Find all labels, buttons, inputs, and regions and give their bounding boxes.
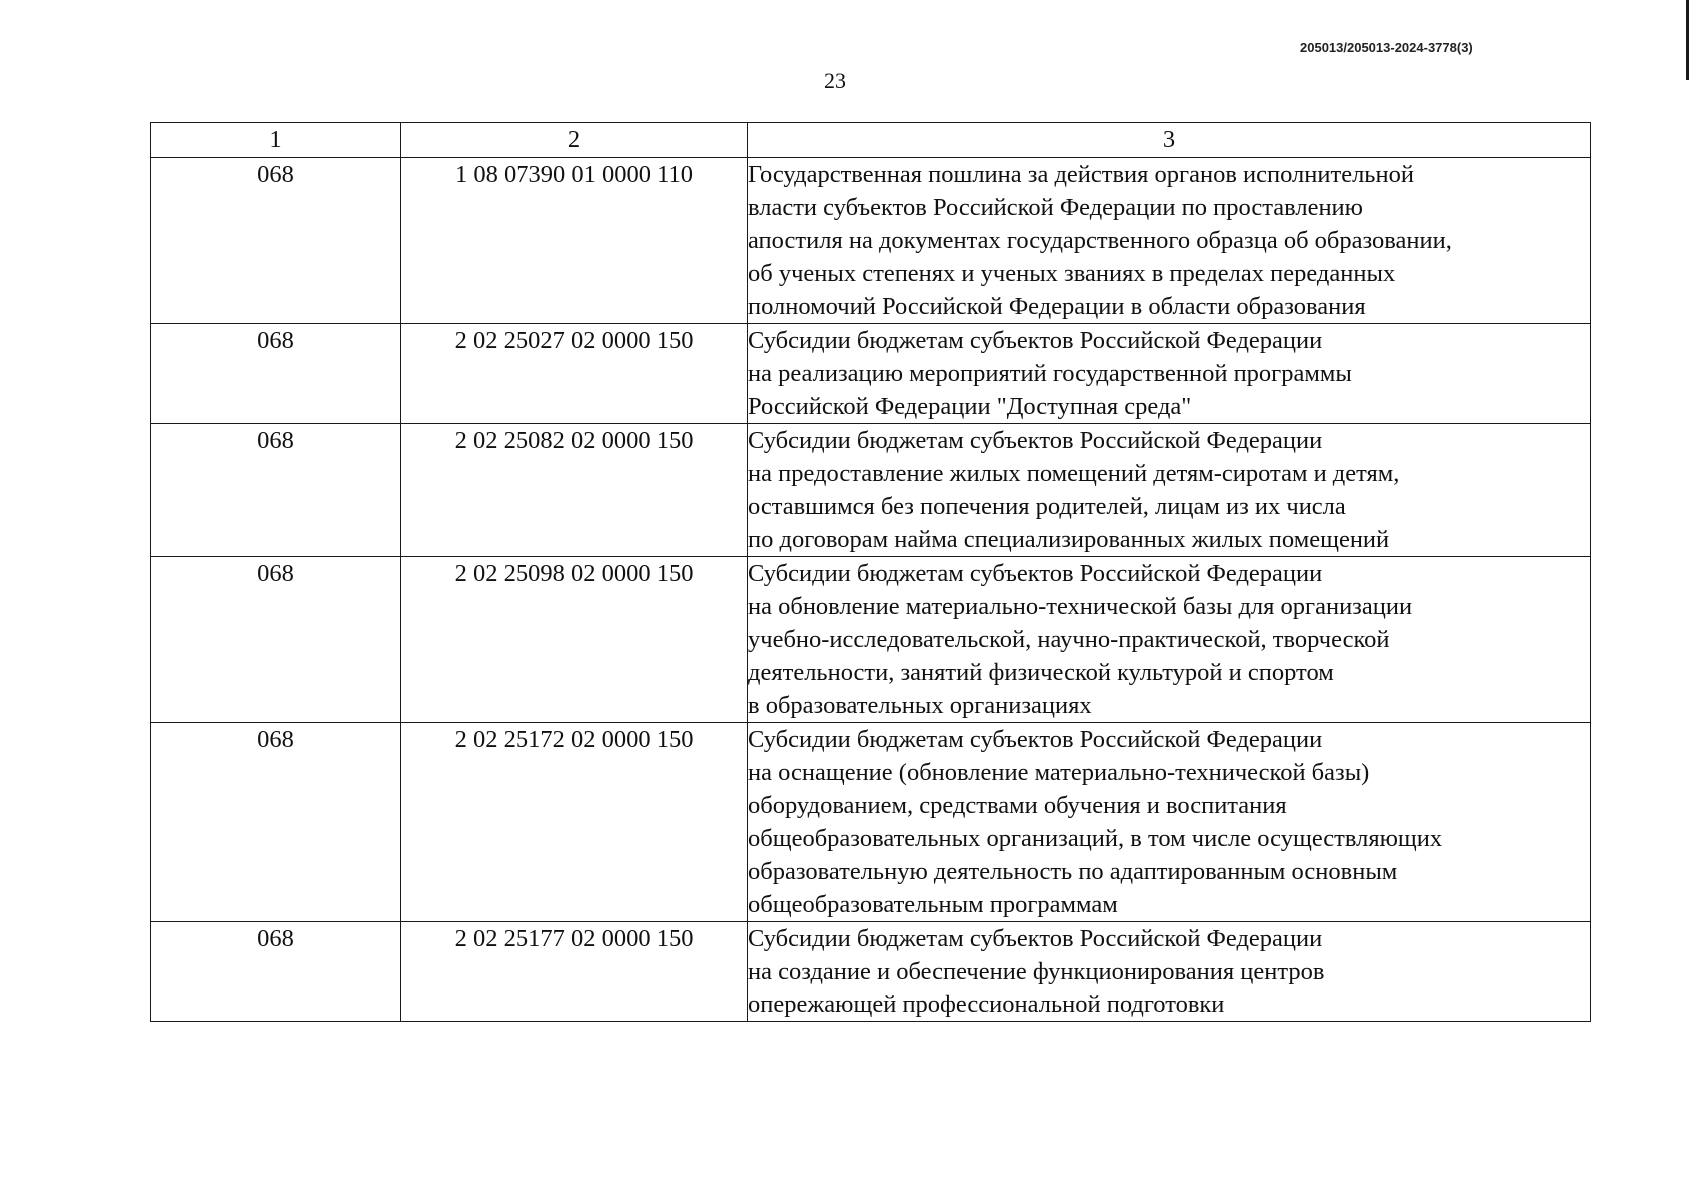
income-name-line: Субсидии бюджетам субъектов Российской Федерации <box>748 427 1323 454</box>
income-name-line: на реализацию мероприятий государственной программы <box>748 360 1352 387</box>
admin-code-cell: 068 <box>151 557 401 723</box>
income-name-line: в образовательных организациях <box>748 692 1092 719</box>
table-row <box>151 158 1591 324</box>
page-edge-mark <box>1686 0 1689 80</box>
income-name-cell <box>748 158 1591 324</box>
kbk-code-cell: 1 08 07390 01 0000 110 <box>401 158 748 324</box>
budget-codes-table <box>150 122 1591 1022</box>
income-name-line: на предоставление жилых помещений детям-сиротам и детям, <box>748 460 1400 487</box>
column-header-2: 2 <box>401 123 748 158</box>
income-name-line: власти субъектов Российской Федерации по проставлению <box>748 194 1363 221</box>
table-header-row <box>151 123 1591 158</box>
income-name-line: на обновление материально-технической базы для организации <box>748 593 1413 620</box>
income-name-line: Субсидии бюджетам субъектов Российской Федерации <box>748 925 1323 952</box>
income-name-line: общеобразовательных организаций, в том числе осуществляющих <box>748 825 1443 852</box>
income-name-line: Субсидии бюджетам субъектов Российской Федерации <box>748 327 1323 354</box>
admin-code-cell: 068 <box>151 424 401 557</box>
kbk-code-cell: 2 02 25172 02 0000 150 <box>401 723 748 922</box>
income-name-line: об ученых степенях и ученых званиях в пределах переданных <box>748 260 1396 287</box>
kbk-code-cell: 2 02 25027 02 0000 150 <box>401 324 748 424</box>
income-name-line: деятельности, занятий физической культурой и спортом <box>748 659 1334 686</box>
income-name-cell <box>748 424 1591 557</box>
table-row <box>151 324 1591 424</box>
table-row <box>151 424 1591 557</box>
income-name-line: общеобразовательным программам <box>748 891 1118 918</box>
admin-code-cell: 068 <box>151 324 401 424</box>
income-name-line: апостиля на документах государственного образца об образовании, <box>748 227 1452 254</box>
kbk-code-cell: 2 02 25098 02 0000 150 <box>401 557 748 723</box>
income-name-line: опережающей профессиональной подготовки <box>748 991 1225 1018</box>
income-name-line: полномочий Российской Федерации в области образования <box>748 293 1366 320</box>
income-name-line: Субсидии бюджетам субъектов Российской Федерации <box>748 560 1323 587</box>
income-name-line: Субсидии бюджетам субъектов Российской Федерации <box>748 726 1323 753</box>
admin-code-cell: 068 <box>151 922 401 1022</box>
table-row <box>151 922 1591 1022</box>
income-name-cell <box>748 557 1591 723</box>
income-name-line: оставшимся без попечения родителей, лицам из их числа <box>748 493 1346 520</box>
income-name-cell <box>748 723 1591 922</box>
column-header-3: 3 <box>748 123 1591 158</box>
income-name-line: учебно-исследовательской, научно-практической, творческой <box>748 626 1390 653</box>
income-name-line: образовательную деятельность по адаптированным основным <box>748 858 1398 885</box>
table-row <box>151 723 1591 922</box>
admin-code-cell: 068 <box>151 723 401 922</box>
income-name-line: на создание и обеспечение функционирования центров <box>748 958 1325 985</box>
income-name-cell <box>748 324 1591 424</box>
page-number: 23 <box>824 68 846 93</box>
income-name-line: оборудованием, средствами обучения и воспитания <box>748 792 1287 819</box>
admin-code-cell: 068 <box>151 158 401 324</box>
table-row <box>151 557 1591 723</box>
table-body <box>151 158 1591 1022</box>
kbk-code-cell: 2 02 25082 02 0000 150 <box>401 424 748 557</box>
column-header-1: 1 <box>151 123 401 158</box>
document-id: 205013/205013-2024-3778(3) <box>1300 40 1473 55</box>
income-name-line: на оснащение (обновление материально-технической базы) <box>748 759 1370 786</box>
income-name-line: Государственная пошлина за действия органов исполнительной <box>748 161 1414 188</box>
income-name-line: по договорам найма специализированных жилых помещений <box>748 526 1390 553</box>
kbk-code-cell: 2 02 25177 02 0000 150 <box>401 922 748 1022</box>
income-name-cell <box>748 922 1591 1022</box>
income-name-line: Российской Федерации "Доступная среда" <box>748 393 1192 420</box>
